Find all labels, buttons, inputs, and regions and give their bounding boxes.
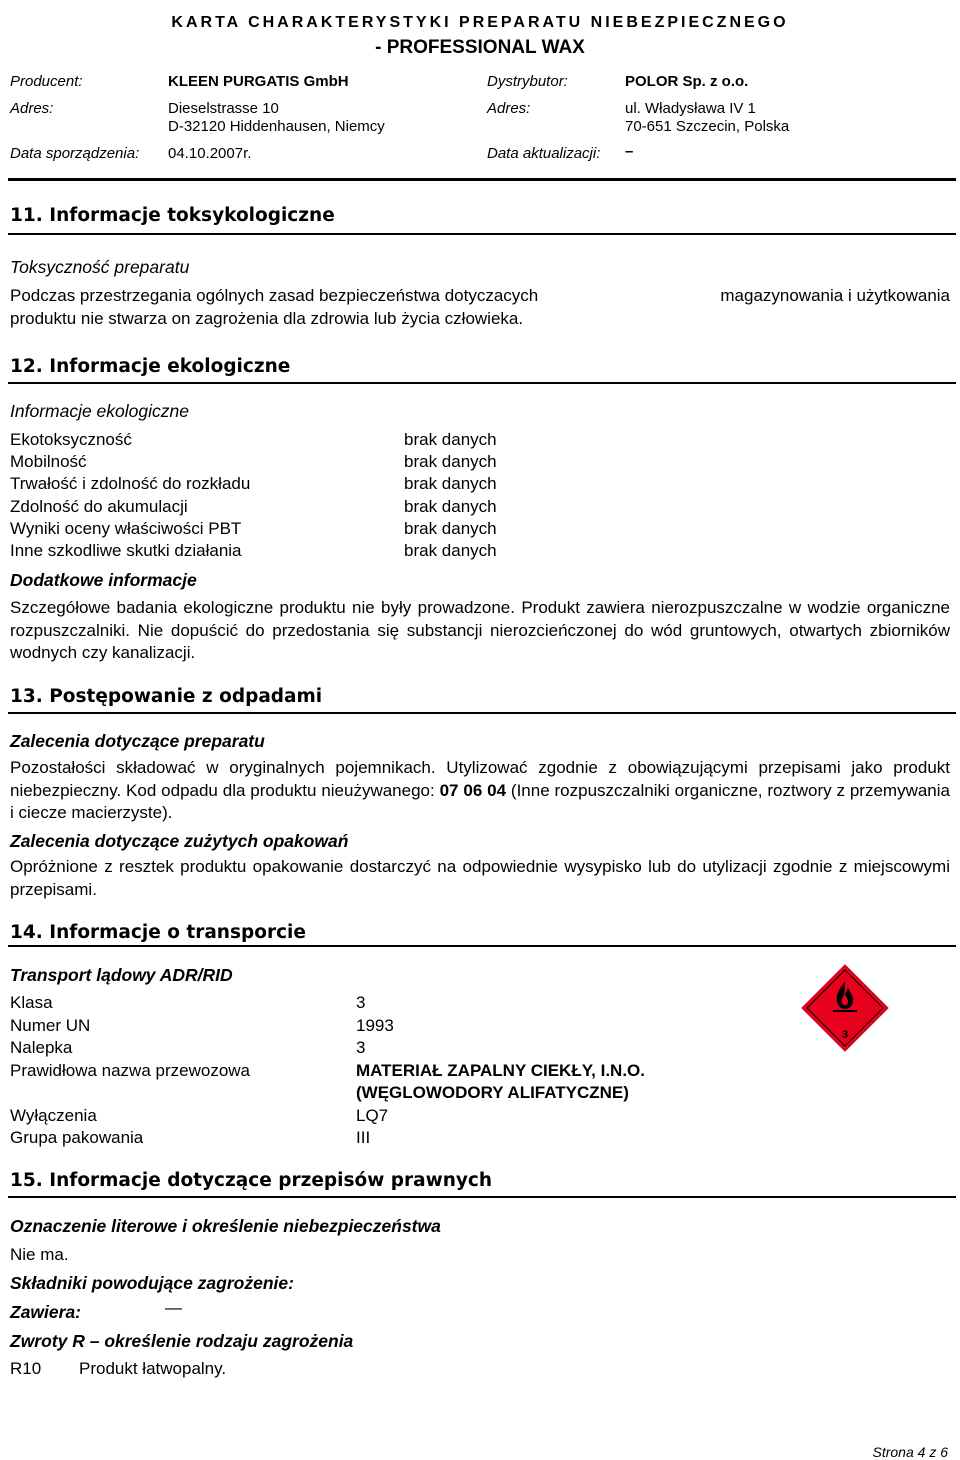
eco-row-label: Ekotoksyczność bbox=[10, 430, 132, 449]
additional-info-paragraph: Szczegółowe badania ekologiczne produktu nie były prowadzone. Produkt zawiera nierozpuszczalne w wodzie organiczne rozpuszczalniki. Nie dopuścić do przedostania się substancji nierozcieńczonej do wód gruntowych, otwartych zbiorników wodnych czy kanalizacji. bbox=[10, 598, 950, 662]
update-date-value: – bbox=[625, 143, 634, 160]
product-name: - PROFESSIONAL WAX bbox=[375, 37, 585, 58]
hazard-designation-text: Nie ma. bbox=[10, 1245, 69, 1264]
section-11-rule bbox=[8, 233, 956, 235]
section-15-subheading-2: Składniki powodujące zagrożenie: bbox=[10, 1273, 294, 1293]
waste-paragraph bbox=[10, 757, 950, 825]
transport-row-value: III bbox=[356, 1128, 371, 1147]
eco-row-value: brak danych bbox=[404, 452, 497, 471]
document-title: KARTA CHARAKTERYSTYKI PREPARATU NIEBEZPIECZNEGO bbox=[171, 14, 789, 31]
eco-row-label: Zdolność do akumulacji bbox=[10, 497, 188, 516]
producent-value: KLEEN PURGATIS GmbH bbox=[168, 73, 349, 90]
section-13-rule bbox=[8, 712, 956, 714]
eco-row-label: Wyniki oceny właściwości PBT bbox=[10, 519, 242, 538]
producent-address-label: Adres: bbox=[10, 100, 54, 117]
dystrybutor-value: POLOR Sp. z o.o. bbox=[625, 73, 749, 90]
section-13-subheading-1: Zalecenia dotyczące preparatu bbox=[10, 731, 265, 751]
flammable-liquid-hazard-icon bbox=[800, 963, 890, 1053]
transport-row-value: LQ7 bbox=[356, 1106, 389, 1125]
eco-row-value: brak danych bbox=[404, 474, 497, 493]
dystrybutor-address-line1: ul. Władysława IV 1 bbox=[625, 100, 756, 117]
shipping-name-value-line2: (WĘGLOWODORY ALIFATYCZNE) bbox=[356, 1083, 629, 1102]
section-15-rule bbox=[8, 1196, 956, 1198]
section-14-subheading: Transport lądowy ADR/RID bbox=[10, 965, 233, 985]
section-11-heading: 11. Informacje toksykologiczne bbox=[10, 205, 335, 226]
eco-row-value: brak danych bbox=[404, 541, 497, 560]
eco-row-label: Inne szkodliwe skutki działania bbox=[10, 541, 242, 560]
section-15-subheading-3: Zwroty R – określenie rodzaju zagrożenia bbox=[10, 1331, 354, 1351]
section-11-text-line1-right: magazynowania i użytkowania bbox=[720, 286, 950, 305]
shipping-name-value: MATERIAŁ ZAPALNY CIEKŁY, I.N.O. bbox=[356, 1061, 646, 1080]
hazard-class-number: 3 bbox=[841, 1029, 849, 1041]
dystrybutor-address-line2: 70-651 Szczecin, Polska bbox=[625, 118, 790, 135]
packaging-paragraph: Opróżnione z resztek produktu opakowanie dostarczyć na odpowiednie wysypisko lub do utylizacji zgodnie z miejscowymi przepisami. bbox=[10, 857, 950, 899]
transport-row-label: Klasa bbox=[10, 993, 53, 1012]
section-14-heading: 14. Informacje o transporcie bbox=[10, 922, 306, 943]
section-14-rule bbox=[8, 945, 956, 947]
section-11-subheading: Toksyczność preparatu bbox=[10, 257, 190, 277]
dystrybutor-address-label: Adres: bbox=[487, 100, 531, 117]
section-11-text-line2: produktu nie stwarza on zagrożenia dla zdrowia lub życia człowieka. bbox=[10, 309, 524, 328]
additional-info-subheading: Dodatkowe informacje bbox=[10, 570, 197, 590]
section-12-rule bbox=[8, 382, 956, 384]
update-date-label: Data aktualizacji: bbox=[487, 145, 601, 162]
eco-row-value: brak danych bbox=[404, 519, 497, 538]
header-rule bbox=[8, 178, 956, 181]
transport-row-label: Numer UN bbox=[10, 1016, 91, 1035]
waste-paragraph-text-end: (Inne rozpuszczalniki organiczne, roztwory z przemywania i ciecze macierzyste). bbox=[10, 780, 950, 822]
contains-value: — bbox=[165, 1298, 182, 1317]
dystrybutor-label: Dystrybutor: bbox=[487, 73, 568, 90]
transport-row-label: Prawidłowa nazwa przewozowa bbox=[10, 1061, 251, 1080]
eco-row-value: brak danych bbox=[404, 497, 497, 516]
r-phrase-code: R10 bbox=[10, 1359, 42, 1378]
creation-date-value: 04.10.2007r. bbox=[168, 145, 252, 162]
waste-paragraph-text: Pozostałości składować w oryginalnych pojemnikach. Utylizować zgodnie z obowiązującymi przepisami jako produkt niebezpieczny. Kod odpadu dla produktu nieużywanego: bbox=[10, 758, 950, 800]
contains-label: Zawiera: bbox=[10, 1302, 81, 1322]
transport-row-label: Grupa pakowania bbox=[10, 1128, 144, 1147]
transport-row-value: 3 bbox=[356, 1038, 366, 1057]
section-12-heading: 12. Informacje ekologiczne bbox=[10, 356, 291, 377]
producent-address-line1: Dieselstrasse 10 bbox=[168, 100, 279, 117]
producent-address-line2: D-32120 Hiddenhausen, Niemcy bbox=[168, 118, 385, 135]
section-12-subheading: Informacje ekologiczne bbox=[10, 401, 189, 421]
transport-row-value: 3 bbox=[356, 993, 366, 1012]
page-number: Strona 4 z 6 bbox=[872, 1444, 948, 1460]
transport-row-label: Nalepka bbox=[10, 1038, 73, 1057]
section-15-heading: 15. Informacje dotyczące przepisów prawnych bbox=[10, 1170, 493, 1191]
section-13-heading: 13. Postępowanie z odpadami bbox=[10, 686, 323, 707]
producent-label: Producent: bbox=[10, 73, 83, 90]
waste-code: 07 06 04 bbox=[439, 780, 507, 800]
eco-row-value: brak danych bbox=[404, 430, 497, 449]
creation-date-label: Data sporządzenia: bbox=[10, 145, 140, 162]
transport-row-value: 1993 bbox=[356, 1016, 394, 1035]
eco-row-label: Mobilność bbox=[10, 452, 87, 471]
eco-row-label: Trwałość i zdolność do rozkładu bbox=[10, 474, 251, 493]
r-phrase-text: Produkt łatwopalny. bbox=[79, 1359, 227, 1378]
transport-row-label: Wyłączenia bbox=[10, 1106, 97, 1125]
section-15-subheading-1: Oznaczenie literowe i określenie niebezpieczeństwa bbox=[10, 1216, 441, 1236]
section-11-text-line1-left: Podczas przestrzegania ogólnych zasad bezpieczeństwa dotyczacych bbox=[10, 286, 539, 305]
section-13-subheading-2: Zalecenia dotyczące zużytych opakowań bbox=[10, 831, 349, 851]
